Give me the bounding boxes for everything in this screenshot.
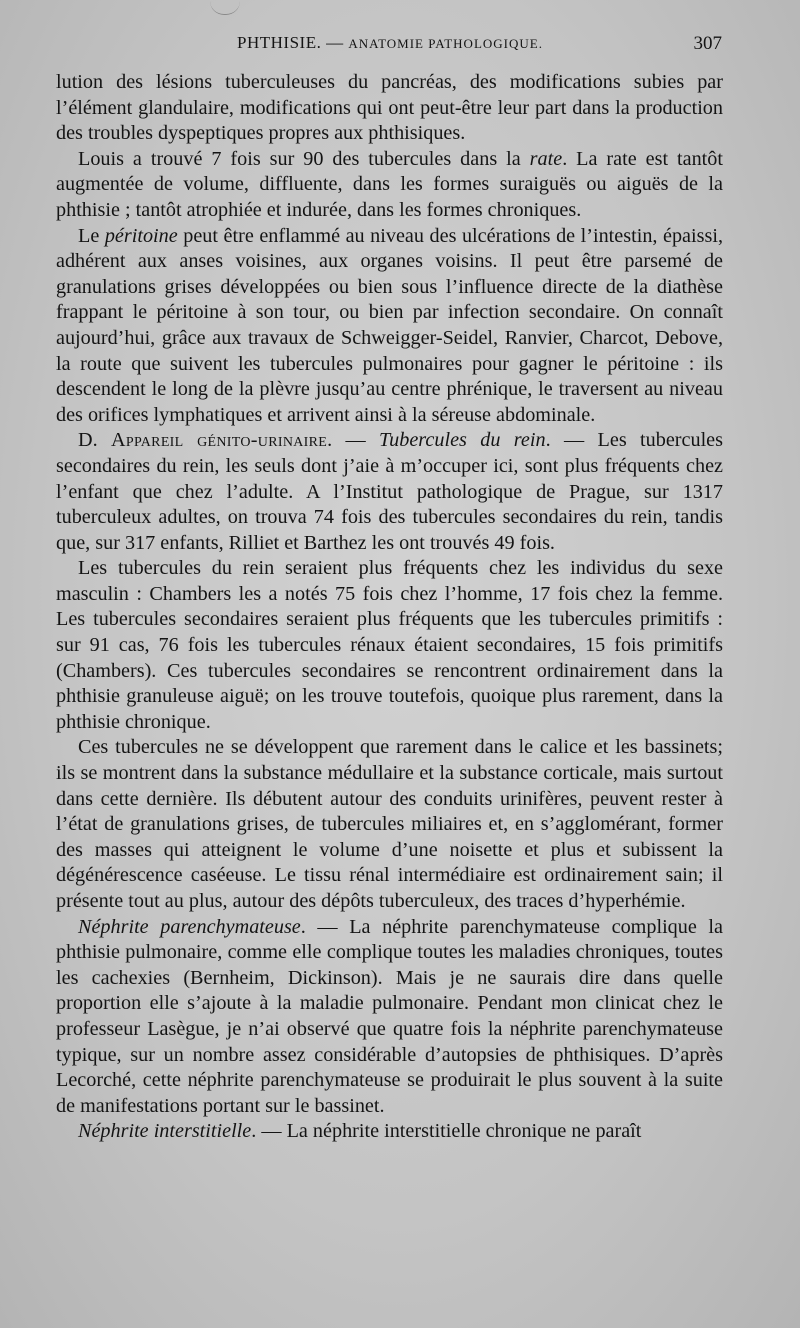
text-run: peut être enflammé au niveau des ulcérations de l’intestin, épaissi, adhérent aux anses voisines, aux organes voisins. Il peut être parsemé de granulations grises développées ou bien sous l’influence directe de la diathèse frappant le péritoine à son tour, ou bien par infection secondaire. On connaît aujourd’hui, grâce aux travaux de Schweigger-Seidel, Ranvier, Charcot, Debove, la route que suivent les tubercules pulmonaires pour gagner le péritoine : ils descendent le long de la plèvre jusqu’au centre phrénique, le traversent au niveau des orifices lymphatiques et arrivent ainsi à la séreuse abdominale.: [56, 224, 723, 426]
paragraph: [56, 1119, 723, 1145]
italic-run: Tubercules du rein: [379, 429, 546, 452]
page-number: 307: [693, 33, 722, 54]
paragraph: [56, 428, 723, 556]
paragraph: [56, 224, 723, 429]
text-run: Les tubercules du rein seraient plus fréquents chez les individus du sexe masculin : Chambers les a notés 75 fois chez l’homme, 17 fois chez la femme. Les tubercules secondaires seraient plus fréquents que les tubercules primitifs : sur 91 cas, 76 fois les tubercules rénaux étaient secondaires, 15 fois primitifs (Chambers). Ces tubercules secondaires se rencontrent ordinairement dans la phthisie granuleuse aiguë; on les trouve toutefois, quoique plus rarement, dans la phthisie chronique.: [56, 557, 723, 733]
text-run: . La rate est tantôt augmentée de volume, diffluente, dans les formes suraiguës ou aiguës de la phthisie ; tantôt atrophiée et indurée, dans les formes chroniques.: [56, 147, 723, 221]
page-header: [58, 33, 722, 63]
text-run: . — La néphrite interstitielle chronique ne paraît: [251, 1120, 642, 1143]
text-run: Louis a trouvé 7 fois sur 90 des tubercules dans la: [78, 147, 530, 170]
italic-run: Néphrite interstitielle: [78, 1120, 252, 1143]
running-title: [58, 33, 722, 53]
smallcaps-run: Appareil génito-urinaire: [111, 429, 328, 452]
paragraph: [56, 735, 723, 914]
paragraph: [56, 556, 723, 735]
text-run: . —: [327, 429, 380, 452]
text-run: Le: [78, 224, 105, 247]
text-run: . — La néphrite parenchymateuse complique la phthisie pulmonaire, comme elle complique toutes les maladies chroniques, toutes les cachexies (Bernheim, Dickinson). Mais je ne saurais dire dans quelle proportion elle s’ajoute à la maladie pulmonaire. Pendant mon clinicat chez le professeur Lasègue, je n’ai observé que quatre fois la néphrite parenchymateuse typique, sur un nombre assez considérable d’autopsies de phthisiques. D’après Lecorché, cette néphrite parenchymateuse se produirait le plus souvent à la suite de manifestations portant sur le bassinet.: [56, 915, 723, 1117]
text-run: Ces tubercules ne se développent que rarement dans le calice et les bassinets; ils se montrent dans la substance médullaire et la substance corticale, mais surtout dans cette dernière. Ils débutent autour des conduits urinifères, peuvent rester à l’état de granulations grises, de tubercules miliaires et, en s’agglomérant, former des masses qui atteignent le volume d’une noisette et plus et subissent la dégénérescence caséeuse. Le tissu rénal intermédiaire est ordinairement sain; il présente tout au plus, autour des dépôts tuberculeux, des traces d’hyperhémie.: [56, 736, 723, 912]
running-title-main: PHTHISIE.: [237, 33, 322, 52]
text-run: . — Les tubercules secondaires du rein, les seuls dont j’aie à m’occuper ici, sont plus fréquents chez l’enfant que chez l’adulte. A l’Institut pathologique de Prague, sur 1317 tuberculeux adultes, on trouva 74 fois des tubercules secondaires du rein, tandis que, sur 317 enfants, Rilliet et Barthez les ont trouvés 49 fois.: [56, 429, 723, 554]
paragraph: [56, 70, 723, 147]
italic-run: rate: [529, 147, 563, 170]
paragraph: [56, 147, 723, 224]
running-title-sub: ANATOMIE PATHOLOGIQUE.: [348, 36, 543, 51]
italic-run: Néphrite parenchymateuse: [78, 915, 301, 938]
italic-run: péritoine: [104, 224, 178, 247]
body-text: [56, 70, 723, 1145]
paragraph: [56, 915, 723, 1120]
text-run: lution des lésions tuberculeuses du pancréas, des modifications subies par l’élément glandulaire, modifications qui ont peut-être leur part dans la production des troubles dyspeptiques propres aux phthisiques.: [56, 71, 723, 145]
running-title-dash: —: [321, 33, 349, 52]
scan-artifact: [210, 0, 240, 15]
text-run: D.: [78, 429, 111, 452]
